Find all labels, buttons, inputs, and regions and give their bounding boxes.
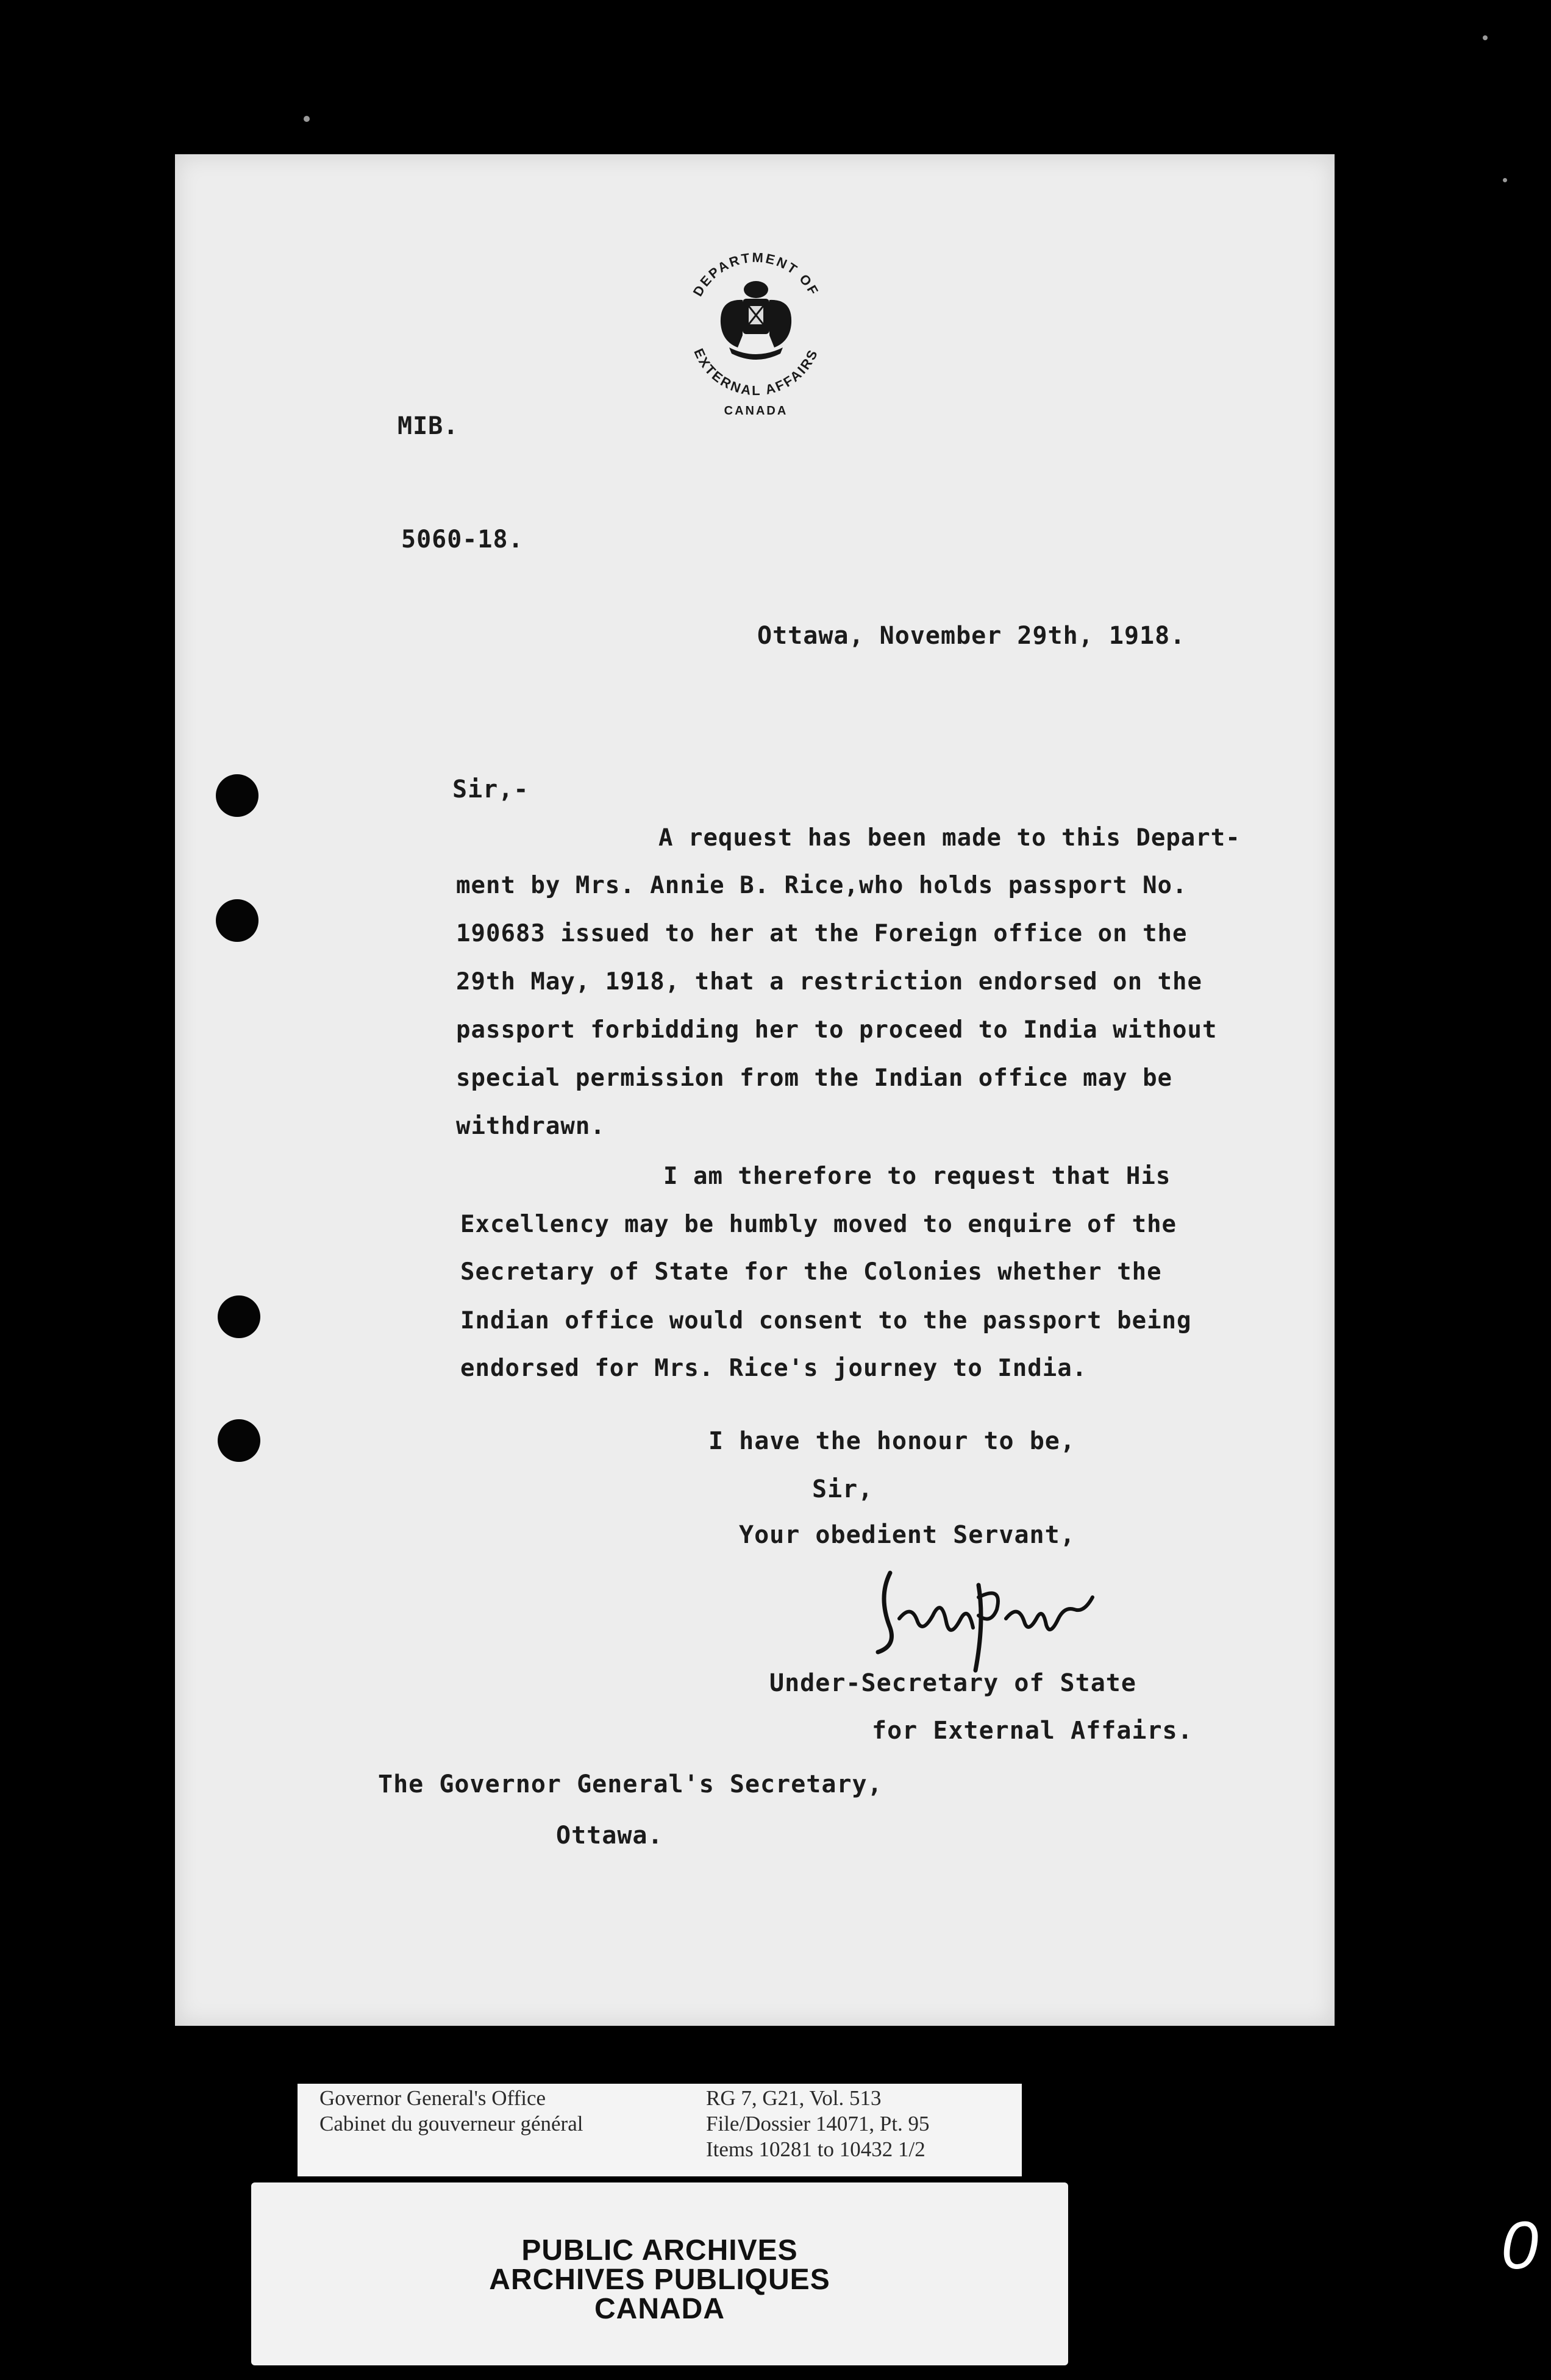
punch-hole bbox=[218, 1295, 260, 1338]
file-number: 5060-18. bbox=[401, 526, 524, 554]
stamp-line-1: PUBLIC ARCHIVES bbox=[521, 2234, 798, 2267]
body-line: withdrawn. bbox=[456, 1113, 605, 1140]
reference-initials: MIB. bbox=[398, 412, 459, 440]
punch-hole bbox=[218, 1419, 260, 1462]
archives-stamp bbox=[251, 2182, 1068, 2365]
body-line: endorsed for Mrs. Rice's journey to India. bbox=[460, 1355, 1088, 1382]
punch-hole bbox=[216, 774, 258, 817]
dust-speck bbox=[304, 116, 310, 122]
dust-speck bbox=[1483, 35, 1488, 40]
signature-image bbox=[854, 1561, 1195, 1683]
stamp-line-2: ARCHIVES PUBLIQUES bbox=[489, 2264, 830, 2296]
body-line: Secretary of State for the Colonies whether the bbox=[460, 1258, 1162, 1286]
stamp-line-3: CANADA bbox=[594, 2293, 725, 2325]
salutation: Sir,- bbox=[452, 775, 529, 803]
seal-ring-text-country: CANADA bbox=[724, 404, 788, 418]
seal-ring-text-top: DEPARTMENT OF bbox=[690, 249, 822, 299]
archive-label bbox=[298, 2084, 1022, 2178]
signatory-line: for External Affairs. bbox=[872, 1717, 1193, 1745]
body-line: ment by Mrs. Annie B. Rice,who holds passport No. bbox=[456, 872, 1188, 899]
date-line: Ottawa, November 29th, 1918. bbox=[757, 622, 1186, 650]
frame-number: 0 bbox=[1501, 2208, 1539, 2283]
body-line: A request has been made to this Depart- bbox=[658, 824, 1241, 852]
closing-line: Your obedient Servant, bbox=[739, 1521, 1075, 1549]
file-dossier: File/Dossier 14071, Pt. 95 bbox=[706, 2112, 930, 2136]
punch-hole bbox=[216, 899, 258, 942]
body-line: passport forbidding her to proceed to India without bbox=[456, 1016, 1218, 1044]
body-line: special permission from the Indian office may be bbox=[456, 1064, 1173, 1092]
body-line: I am therefore to request that His bbox=[663, 1163, 1171, 1190]
addressee-line: Ottawa. bbox=[556, 1822, 663, 1850]
body-line: 190683 issued to her at the Foreign office on the bbox=[456, 920, 1188, 947]
closing-line: I have the honour to be, bbox=[708, 1427, 1075, 1455]
seal-ring-text-bottom: EXTERNAL AFFAIRS bbox=[691, 346, 821, 399]
signatory-line: Under-Secretary of State bbox=[769, 1669, 1136, 1697]
office-name-en: Governor General's Office bbox=[319, 2086, 546, 2110]
dust-speck bbox=[1503, 178, 1507, 182]
svg-text:EXTERNAL AFFAIRS bbox=[691, 346, 821, 398]
body-line: 29th May, 1918, that a restriction endorsed on the bbox=[456, 968, 1202, 996]
office-name-fr: Cabinet du gouverneur général bbox=[319, 2112, 583, 2136]
closing-line: Sir, bbox=[812, 1475, 874, 1503]
coat-of-arms-icon bbox=[721, 281, 791, 360]
body-line: Excellency may be humbly moved to enquire of the bbox=[460, 1211, 1177, 1238]
body-line: Indian office would consent to the passport being bbox=[460, 1307, 1192, 1334]
department-seal bbox=[677, 232, 835, 427]
record-group: RG 7, G21, Vol. 513 bbox=[706, 2086, 882, 2110]
addressee-line: The Governor General's Secretary, bbox=[378, 1770, 883, 1798]
items-range: Items 10281 to 10432 1/2 bbox=[706, 2137, 925, 2161]
